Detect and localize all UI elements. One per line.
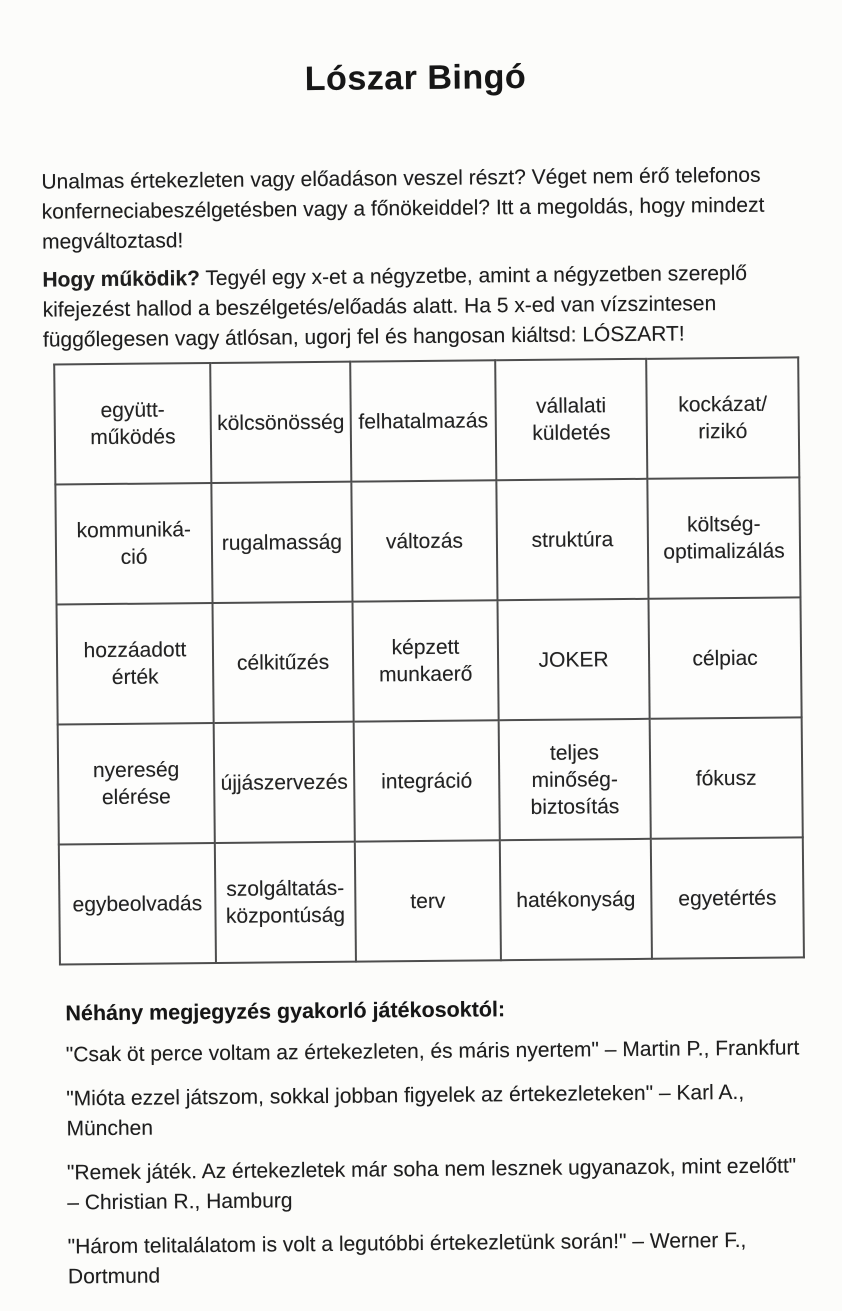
- bingo-cell: célpiac: [648, 597, 801, 718]
- bingo-cell: teljes minőség- biztosítás: [499, 719, 651, 840]
- page-title: Lószar Bingó: [304, 57, 527, 98]
- bingo-cell: terv: [355, 840, 501, 961]
- bingo-cell: egybeolvadás: [59, 843, 216, 964]
- bingo-row: [55, 477, 800, 604]
- intro-paragraph: Unalmas értekezleten vagy előadáson veszel részt? Véget nem érő telefonos konferneciabeszélgetésben vagy a főnökeiddel? Itt a megoldás, hogy mindezt megváltoztasd!: [41, 163, 765, 254]
- bingo-cell: célkitűzés: [213, 602, 354, 723]
- bingo-cell: felhatalmazás: [350, 360, 496, 481]
- testimonial: "Csak öt perce voltam az értekezleten, és máris nyertem" – Martin P., Frankfurt: [65, 1036, 800, 1067]
- bingo-cell: nyereség elérése: [58, 723, 215, 844]
- how-it-works-text: Tegyél egy x-et a négyzetbe, amint a négyzetben szereplő kifejezést hallod a beszélgetés/előadás alatt. Ha 5 x-ed van vízszintesen függőlegesen vagy átlósan, ugorj fel és hangosan kiáltsd: LÓSZART!: [42, 261, 748, 352]
- bingo-row: [59, 837, 804, 964]
- bingo-cell: kommuniká- ció: [55, 483, 212, 604]
- how-it-works-paragraph: [42, 258, 799, 355]
- testimonials-heading: Néhány megjegyzés gyakorló játékosoktól:: [65, 997, 506, 1026]
- bingo-cell: kockázat/ rizikó: [646, 357, 799, 478]
- bingo-cell: költség- optimalizálás: [647, 477, 800, 598]
- bingo-cell: fókusz: [650, 717, 803, 838]
- bingo-cell: változás: [351, 480, 497, 601]
- bingo-cell: rugalmasság: [211, 482, 352, 603]
- bingo-cell: egyetértés: [651, 837, 804, 958]
- bingo-cell: hozzáadott érték: [57, 603, 214, 724]
- bingo-row: [54, 357, 799, 484]
- testimonials-section: [65, 994, 816, 1292]
- bingo-cell: szolgáltatás- központúság: [215, 842, 356, 963]
- bingo-cell: újjászervezés: [214, 722, 355, 843]
- bingo-cell: vállalati küldetés: [495, 359, 647, 480]
- bingo-cell: integráció: [354, 720, 500, 841]
- bingo-row: [58, 717, 803, 844]
- bingo-cell: képzett munkaerő: [352, 600, 498, 721]
- testimonial: "Remek játék. Az értekezletek már soha nem lesznek ugyanazok, mint ezelőtt" – Christian R., Hamburg: [66, 1154, 797, 1215]
- bingo-cell: hatékonyság: [500, 839, 652, 960]
- bingo-cell: struktúra: [496, 479, 648, 600]
- bingo-grid: [53, 356, 805, 965]
- bingo-cell: kölcsönösség: [210, 362, 351, 483]
- bingo-cell-joker: JOKER: [497, 599, 649, 720]
- testimonial: "Három telitalálatom is volt a legutóbbi értekezletünk során!" – Werner F., Dortmund: [67, 1228, 747, 1289]
- how-it-works-label: Hogy működik?: [42, 267, 201, 292]
- bingo-cell: együtt- működés: [54, 363, 211, 484]
- bingo-row: [57, 597, 802, 724]
- testimonial: "Mióta ezzel játszom, sokkal jobban figyelek az értekezleteken" – Karl A., München: [66, 1080, 745, 1141]
